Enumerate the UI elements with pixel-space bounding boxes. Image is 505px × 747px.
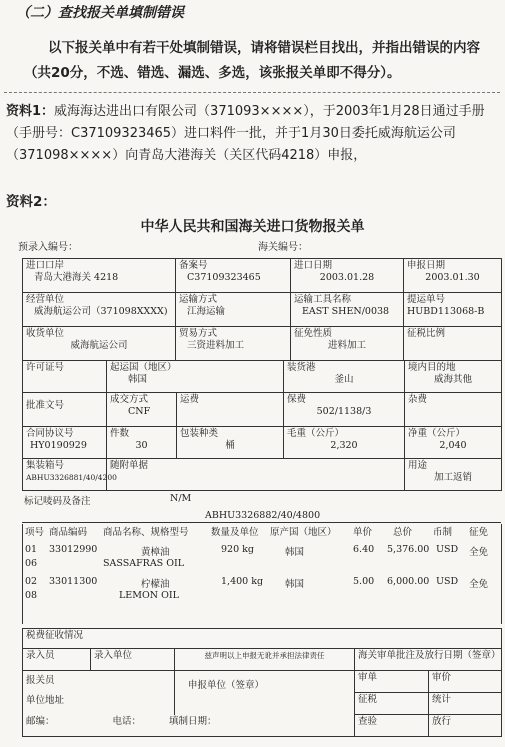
cell-trade-mode [176, 327, 291, 361]
label-deal-mode: 成交方式 [110, 394, 149, 405]
label-trade-mode: 贸易方式 [179, 328, 218, 339]
row-postcode [23, 715, 502, 737]
label-operator: 经营单位 [26, 294, 65, 305]
label-import-date: 进口日期 [294, 260, 333, 271]
cell-import-date [291, 259, 404, 293]
cell-package-type [177, 427, 284, 459]
goods-header-duty: 征免 [469, 527, 489, 538]
cell-gross-weight [284, 427, 405, 459]
value-declare-date: 2003.01.30 [425, 272, 480, 283]
value-operator: 威海航运公司（371098XXXX) [34, 306, 168, 317]
cell-purpose [405, 459, 502, 491]
label-destination: 境内目的地 [408, 362, 456, 373]
cell-tax [23, 629, 502, 649]
label-import-port: 进口口岸 [26, 260, 65, 271]
row-entry [23, 649, 502, 671]
label-tax-ratio: 征税比例 [407, 328, 446, 339]
goods-row2-price: 5.00 [353, 576, 375, 587]
goods-header-price: 单价 [353, 527, 373, 538]
cell-customs-approval [355, 649, 502, 671]
material2-label: 资料2： [6, 194, 56, 210]
value-gross-weight: 2,320 [330, 440, 358, 451]
label-customs-approval: 海关审单批注及放行日期（签章） [358, 650, 501, 661]
label-freight: 运费 [180, 394, 200, 405]
value-insurance: 502/1138/3 [316, 406, 372, 417]
goods-row2-origin: 韩国 [285, 579, 305, 590]
goods-row1-code: 33012990 [49, 544, 98, 555]
label-insurance: 保费 [287, 394, 307, 405]
goods-table [22, 524, 502, 624]
cell-entry-clerk [23, 649, 91, 671]
cell-packages [107, 427, 177, 459]
cell-declarant-unit [175, 671, 355, 715]
cell-origin-country [107, 361, 284, 393]
label-statistics: 统计 [432, 694, 452, 705]
goods-header-total: 总价 [393, 527, 413, 538]
goods-header-item: 项号 [25, 527, 45, 538]
value-trade-mode: 三资进料加工 [187, 340, 245, 351]
row-tax [23, 629, 502, 649]
row-approval [23, 393, 502, 427]
cell-destination [405, 361, 502, 393]
cell-tax-ratio [404, 327, 502, 361]
row-declarant [23, 671, 502, 693]
label-entry-clerk: 录入员 [26, 650, 55, 661]
label-declarant-unit: 申报单位（签章） [188, 680, 265, 691]
intro-paragraph [24, 36, 494, 86]
goods-row2-code: 33011300 [49, 576, 98, 587]
material1 [6, 101, 500, 167]
cell-approval-no [23, 393, 107, 427]
label-entry-unit: 录入单位 [94, 650, 133, 661]
value-packages: 30 [135, 440, 148, 451]
goods-row1-origin: 韩国 [285, 547, 305, 558]
cell-insurance [284, 393, 405, 427]
label-origin-country: 起运国（地区） [110, 362, 177, 373]
label-packages: 件数 [110, 428, 130, 439]
cell-declaration [175, 649, 355, 671]
goods-row2-qty: 1,400 kg [221, 576, 264, 587]
label-attached-docs: 随附单据 [110, 460, 149, 471]
cell-container-no [23, 459, 117, 491]
goods-row1-name-cn: 黄樟油 [141, 547, 170, 558]
row-container [23, 459, 502, 491]
goods-row1-duty: 全免 [469, 547, 489, 558]
cell-loading-port [284, 361, 405, 393]
label-gross-weight: 毛重（公斤） [287, 428, 345, 439]
goods-row1-item: 01 [25, 544, 38, 555]
goods-row2-duty: 全免 [469, 579, 489, 590]
marks-value: N/M [170, 493, 192, 504]
value-destination: 威海其他 [434, 374, 473, 385]
intro-text: 以下报关单中有若干处填制错误，请将错误栏目找出，并指出错误的内容（共20分，不选、错选、漏选、多选，该张报关单即不得分）。 [24, 40, 480, 81]
label-phone: 电话： [112, 715, 142, 727]
value-bill-no: HUBD113068-B [407, 306, 485, 317]
label-consignee: 收货单位 [26, 328, 65, 339]
goods-row2-item2: 08 [25, 590, 38, 601]
goods-row1-currency: USD [436, 544, 459, 555]
value-transport-mode: 江海运输 [187, 306, 226, 317]
label-price-review: 审价 [432, 672, 452, 683]
cell-misc-fee [405, 393, 502, 427]
label-record-no: 备案号 [179, 260, 208, 271]
cell-bill-no [404, 293, 502, 327]
label-purpose: 用途 [408, 460, 428, 471]
label-license: 许可证号 [26, 362, 65, 373]
cell-statistics [429, 693, 502, 715]
goods-row1-item2: 06 [25, 558, 38, 569]
marks-label: 标记唛码及备注 [24, 496, 91, 507]
cell-deal-mode [107, 393, 177, 427]
cell-tax-levy [355, 693, 429, 715]
goods-row2-name-en: LEMON OIL [119, 590, 179, 601]
cell-freight [177, 393, 284, 427]
cell-import-port [23, 259, 176, 293]
label-declare-date: 申报日期 [407, 260, 446, 271]
value-exemption: 进料加工 [327, 340, 366, 351]
cell-review [355, 671, 429, 693]
label-tax: 税费征收情况 [26, 630, 84, 641]
goods-row1-total: 5,376.00 [387, 544, 430, 555]
goods-header-qty: 数量及单位 [211, 527, 259, 538]
value-import-date: 2003.01.28 [319, 272, 375, 283]
label-exemption: 征免性质 [294, 328, 333, 339]
declaration-header-table [22, 258, 502, 361]
signature-table [22, 628, 502, 737]
value-vessel: EAST SHEN/0038 [302, 306, 390, 317]
cell-contact [23, 715, 355, 737]
cell-entry-unit [91, 649, 175, 671]
goods-top-border [22, 522, 501, 523]
cell-declare-date [404, 259, 502, 293]
label-unit-address: 单位地址 [26, 695, 65, 706]
cell-consignee [23, 327, 176, 361]
label-loading-port: 装货港 [287, 362, 316, 373]
label-transport-mode: 运输方式 [179, 294, 218, 305]
goods-row2-item: 02 [25, 576, 38, 587]
value-contract-no: HY0190929 [30, 440, 87, 451]
row-consignee [23, 327, 502, 361]
customs-no-label: 海关编号： [258, 242, 308, 253]
form-title: 中华人民共和国海关进口货物报关单 [140, 219, 365, 235]
value-net-weight: 2,040 [439, 440, 467, 451]
cell-attached-docs [107, 459, 405, 491]
label-approval-no: 批准文号 [26, 400, 65, 411]
value-package-type: 桶 [225, 440, 235, 451]
label-inspection: 查验 [358, 716, 378, 727]
cell-release [429, 715, 502, 737]
divider [4, 92, 500, 93]
material1-text: 威海海达进出口有限公司（371093××××），于2003年1月28日通过手册（手册号：C37109323465）进口料件一批，并于1月30日委托威海航运公司（371098××××）向青岛大港海关（关区代码4218）申报， [6, 104, 485, 163]
declaration-middle-table [22, 360, 502, 491]
goods-header-name: 商品名称、规格型号 [103, 527, 189, 538]
container-line: ABHU3326882/40/4800 [205, 510, 321, 521]
label-tax-levy: 征税 [358, 694, 378, 705]
goods-row2-name-cn: 柠檬油 [141, 579, 170, 590]
value-container-no: ABHU3326881/40/4200 [26, 473, 117, 482]
goods-row1-name-en: SASSAFRAS OIL [103, 558, 185, 569]
row-port [23, 259, 502, 293]
cell-record-no [176, 259, 291, 293]
cell-exemption [291, 327, 404, 361]
goods-header-code: 商品编码 [49, 527, 88, 538]
goods-header-currency: 币制 [433, 527, 453, 538]
row-operator [23, 293, 502, 327]
value-import-port: 青岛大港海关 4218 [34, 272, 119, 283]
value-deal-mode: CNF [128, 406, 151, 417]
cell-transport-mode [176, 293, 291, 327]
row-contract [23, 427, 502, 459]
goods-row2-currency: USD [436, 576, 459, 587]
cell-inspection [355, 715, 429, 737]
section-title: （二）查找报关单填制错误 [16, 5, 184, 21]
label-vessel: 运输工具名称 [294, 294, 352, 305]
label-package-type: 包装种类 [180, 428, 219, 439]
label-bill-no: 提运单号 [407, 294, 446, 305]
label-fill-date: 填制日期： [169, 715, 217, 727]
label-postcode: 邮编： [26, 715, 55, 727]
value-purpose: 加工返销 [434, 472, 473, 483]
cell-net-weight [405, 427, 502, 459]
value-record-no: C37109323465 [187, 272, 261, 283]
label-misc-fee: 杂费 [408, 394, 428, 405]
label-contract-no: 合同协议号 [26, 428, 74, 439]
goods-header-origin: 原产国（地区） [270, 527, 337, 538]
row-license [23, 361, 502, 393]
value-loading-port: 釜山 [334, 374, 354, 385]
label-review: 审单 [358, 672, 378, 683]
label-net-weight: 净重（公斤） [408, 428, 466, 439]
goods-row1-qty: 920 kg [221, 544, 254, 555]
pre-entry-label: 预录入编号： [18, 242, 78, 253]
material1-label: 资料1： [6, 104, 55, 119]
cell-price-review [429, 671, 502, 693]
value-origin-country: 韩国 [128, 374, 148, 385]
label-container-no: 集装箱号 [26, 460, 65, 471]
goods-row1-price: 6.40 [353, 544, 375, 555]
declaration-note: 兹声明以上申报无讹并承担法律责任 [204, 651, 325, 660]
label-declarant: 报关员 [26, 675, 55, 686]
cell-operator [23, 293, 176, 327]
cell-contract-no [23, 427, 107, 459]
label-release: 放行 [432, 716, 452, 727]
cell-license [23, 361, 107, 393]
cell-declarant [23, 671, 175, 715]
value-consignee: 威海航运公司 [70, 340, 128, 351]
cell-vessel [291, 293, 404, 327]
goods-row2-total: 6,000.00 [387, 576, 430, 587]
